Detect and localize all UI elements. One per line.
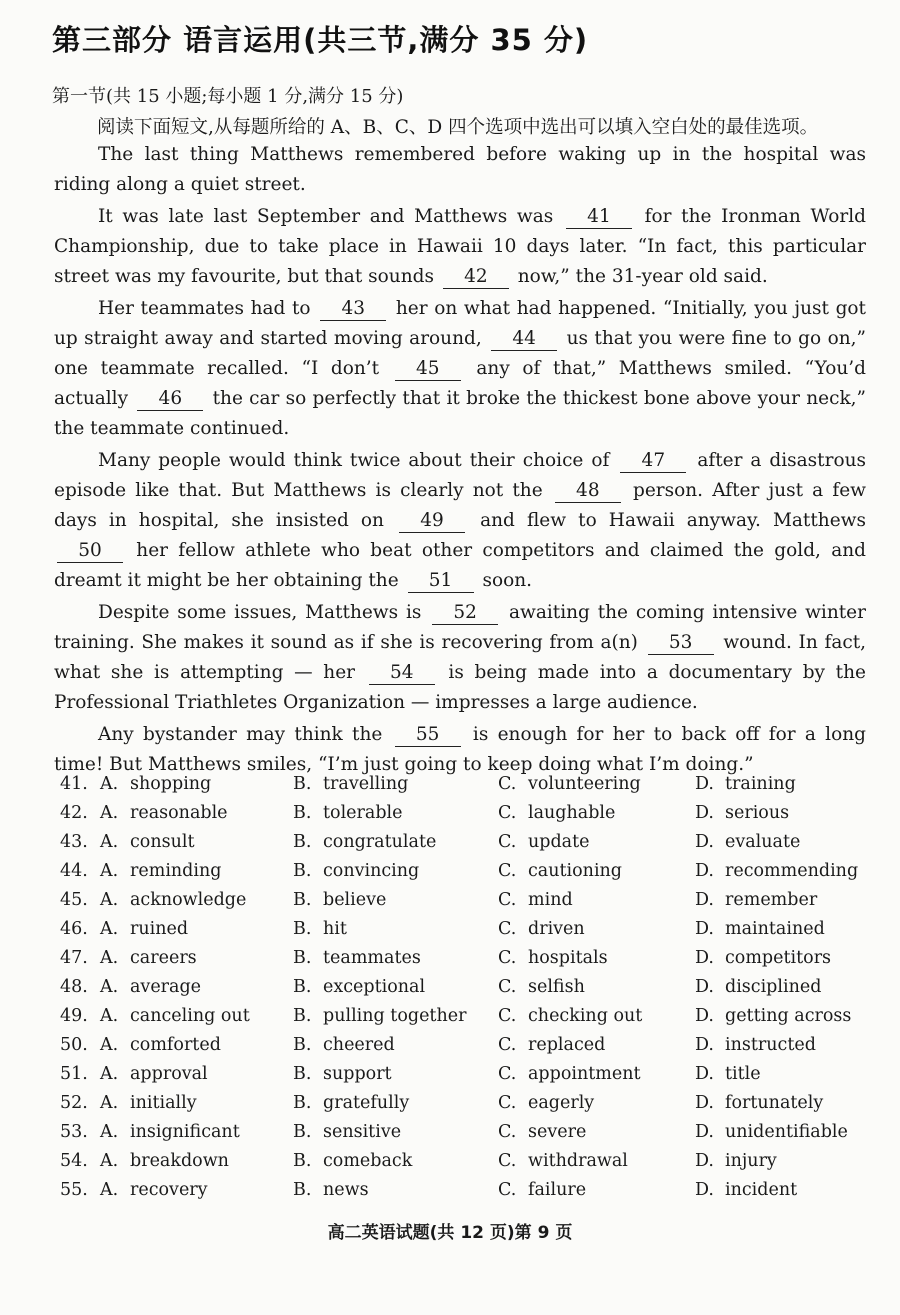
- option-row: [60, 1006, 860, 1035]
- question-number: 50.: [60, 1035, 88, 1055]
- option-letter: C.: [498, 890, 517, 910]
- option-text: gratefully: [323, 1093, 410, 1113]
- passage-text: after a disastrous episode like that. But Matthews is clearly not the: [54, 450, 866, 501]
- option-b: [293, 861, 419, 881]
- option-text: shopping: [130, 774, 212, 794]
- option-letter: B.: [293, 1064, 312, 1084]
- option-text: driven: [528, 919, 585, 939]
- option-c: [498, 832, 590, 852]
- option-a: [100, 890, 246, 910]
- answer-options: [60, 774, 860, 1209]
- question-number: 44.: [60, 861, 88, 881]
- option-letter: C.: [498, 774, 517, 794]
- option-letter: D.: [695, 1064, 714, 1084]
- option-b: [293, 977, 425, 997]
- option-a: [100, 948, 197, 968]
- option-letter: A.: [100, 1151, 119, 1171]
- option-d: [695, 977, 821, 997]
- option-text: initially: [130, 1093, 197, 1113]
- question-number: 52.: [60, 1093, 88, 1113]
- blank-48: 48: [555, 480, 621, 503]
- option-letter: C.: [498, 1180, 517, 1200]
- option-text: withdrawal: [528, 1151, 628, 1171]
- passage-text: soon.: [482, 570, 533, 591]
- blank-51: 51: [408, 570, 474, 593]
- passage-text: Despite some issues, Matthews is: [98, 602, 422, 623]
- option-letter: D.: [695, 1006, 714, 1026]
- paragraph-5: [54, 598, 866, 718]
- question-number: 49.: [60, 1006, 88, 1026]
- option-text: believe: [323, 890, 387, 910]
- option-letter: B.: [293, 977, 312, 997]
- blank-42: 42: [443, 266, 509, 289]
- option-text: disciplined: [725, 977, 822, 997]
- option-b: [293, 774, 408, 794]
- option-text: injury: [725, 1151, 777, 1171]
- option-c: [498, 1006, 642, 1026]
- passage-text: now,” the 31-year old said.: [517, 266, 768, 287]
- cloze-passage: [54, 140, 866, 780]
- option-d: [695, 1093, 823, 1113]
- blank-47: 47: [620, 450, 686, 473]
- passage-text: is being made into a documentary by the Professional Triathletes Organization — impresses a large audience.: [54, 662, 866, 713]
- option-letter: A.: [100, 1180, 119, 1200]
- option-a: [100, 1035, 221, 1055]
- option-b: [293, 832, 436, 852]
- option-text: insignificant: [130, 1122, 240, 1142]
- option-text: title: [725, 1064, 761, 1084]
- option-text: tolerable: [323, 803, 403, 823]
- option-letter: B.: [293, 1093, 312, 1113]
- option-a: [100, 861, 221, 881]
- option-letter: C.: [498, 832, 517, 852]
- option-text: severe: [528, 1122, 587, 1142]
- passage-text: us that you were fine to go on,” one teammate recalled. “I don’t: [54, 328, 866, 379]
- option-d: [695, 1035, 816, 1055]
- section-title: 第一节(共 15 小题;每小题 1 分,满分 15 分): [52, 86, 404, 107]
- option-text: getting across: [725, 1006, 852, 1026]
- option-row: [60, 1035, 860, 1064]
- option-letter: A.: [100, 1122, 119, 1142]
- option-text: laughable: [528, 803, 616, 823]
- paragraph-1: The last thing Matthews remembered before waking up in the hospital was riding along a quiet street.: [54, 144, 866, 195]
- option-text: hospitals: [528, 948, 608, 968]
- option-text: instructed: [725, 1035, 816, 1055]
- question-number: 41.: [60, 774, 88, 794]
- option-letter: A.: [100, 861, 119, 881]
- option-letter: C.: [498, 977, 517, 997]
- option-d: [695, 1122, 848, 1142]
- option-c: [498, 803, 615, 823]
- passage-text: Many people would think twice about their choice of: [98, 450, 610, 471]
- option-d: [695, 1064, 761, 1084]
- option-row: [60, 1180, 860, 1209]
- option-text: checking out: [528, 1006, 643, 1026]
- paragraph-4: [54, 446, 866, 596]
- option-letter: C.: [498, 1151, 517, 1171]
- option-letter: B.: [293, 861, 312, 881]
- paragraph-2: [54, 202, 866, 292]
- option-text: news: [323, 1180, 369, 1200]
- option-text: fortunately: [725, 1093, 824, 1113]
- option-text: recovery: [130, 1180, 208, 1200]
- option-a: [100, 919, 188, 939]
- option-b: [293, 890, 386, 910]
- option-text: training: [725, 774, 796, 794]
- option-b: [293, 1122, 401, 1142]
- option-d: [695, 803, 789, 823]
- option-a: [100, 1180, 208, 1200]
- blank-43: 43: [320, 298, 386, 321]
- option-text: appointment: [528, 1064, 641, 1084]
- option-letter: D.: [695, 832, 714, 852]
- passage-text: awaiting the coming intensive winter training. She makes it sound as if she is recovering from a(n): [54, 602, 866, 653]
- option-row: [60, 861, 860, 890]
- option-text: selfish: [528, 977, 585, 997]
- option-letter: A.: [100, 803, 119, 823]
- option-letter: B.: [293, 1151, 312, 1171]
- passage-text: the car so perfectly that it broke the thickest bone above your neck,” the teammate continued.: [54, 388, 866, 439]
- option-letter: D.: [695, 890, 714, 910]
- option-text: competitors: [725, 948, 832, 968]
- option-text: careers: [130, 948, 197, 968]
- option-row: [60, 1151, 860, 1180]
- blank-49: 49: [399, 510, 465, 533]
- option-letter: A.: [100, 1006, 119, 1026]
- option-text: reasonable: [130, 803, 228, 823]
- option-letter: B.: [293, 948, 312, 968]
- option-c: [498, 890, 573, 910]
- blank-54: 54: [369, 662, 435, 685]
- option-letter: B.: [293, 1035, 312, 1055]
- option-letter: B.: [293, 803, 312, 823]
- option-c: [498, 1093, 594, 1113]
- option-text: convincing: [323, 861, 420, 881]
- option-text: update: [528, 832, 590, 852]
- option-text: pulling together: [323, 1006, 467, 1026]
- option-letter: C.: [498, 861, 517, 881]
- option-letter: B.: [293, 890, 312, 910]
- passage-text: is enough for her to back off for a long time! But Matthews smiles, “I’m just going to keep doing what I’m doing.”: [54, 724, 866, 775]
- option-a: [100, 832, 195, 852]
- passage-text: Her teammates had to: [98, 298, 311, 319]
- passage-text: any of that,” Matthews smiled. “You’d actually: [54, 358, 866, 409]
- option-text: failure: [528, 1180, 587, 1200]
- option-text: cautioning: [528, 861, 623, 881]
- option-letter: C.: [498, 803, 517, 823]
- option-text: teammates: [323, 948, 421, 968]
- option-text: maintained: [725, 919, 825, 939]
- question-number: 42.: [60, 803, 88, 823]
- option-b: [293, 1006, 466, 1026]
- option-text: consult: [130, 832, 195, 852]
- option-text: acknowledge: [130, 890, 247, 910]
- option-letter: C.: [498, 948, 517, 968]
- passage-text: person. After just a few days in hospital, she insisted on: [54, 480, 866, 531]
- option-letter: A.: [100, 977, 119, 997]
- option-text: eagerly: [528, 1093, 595, 1113]
- blank-53: 53: [648, 632, 714, 655]
- option-d: [695, 890, 817, 910]
- option-row: [60, 890, 860, 919]
- option-text: support: [323, 1064, 392, 1084]
- option-text: reminding: [130, 861, 222, 881]
- option-c: [498, 977, 585, 997]
- option-letter: B.: [293, 919, 312, 939]
- question-number: 54.: [60, 1151, 88, 1171]
- option-a: [100, 977, 201, 997]
- option-row: [60, 1093, 860, 1122]
- option-letter: C.: [498, 1006, 517, 1026]
- option-text: unidentifiable: [725, 1122, 848, 1142]
- page-footer: 高二英语试题(共 12 页)第 9 页: [327, 1223, 573, 1243]
- option-row: [60, 774, 860, 803]
- option-c: [498, 919, 585, 939]
- option-b: [293, 803, 402, 823]
- option-d: [695, 919, 825, 939]
- option-text: approval: [130, 1064, 208, 1084]
- option-text: travelling: [323, 774, 409, 794]
- option-a: [100, 774, 211, 794]
- option-c: [498, 948, 608, 968]
- option-text: mind: [528, 890, 573, 910]
- option-row: [60, 832, 860, 861]
- option-letter: D.: [695, 1122, 714, 1142]
- option-d: [695, 948, 831, 968]
- option-row: [60, 1064, 860, 1093]
- paragraph-6: [54, 720, 866, 780]
- part-title: 第三部分 语言运用(共三节,满分 35 分): [52, 23, 589, 57]
- passage-text: her on what had happened. “Initially, you just got up straight away and started moving around,: [54, 298, 866, 349]
- passage-text: wound. In fact, what she is attempting — her: [54, 632, 867, 683]
- option-text: cheered: [323, 1035, 395, 1055]
- option-letter: D.: [695, 919, 714, 939]
- option-letter: D.: [695, 1151, 714, 1171]
- option-letter: D.: [695, 803, 714, 823]
- question-number: 43.: [60, 832, 88, 852]
- option-text: breakdown: [130, 1151, 229, 1171]
- option-b: [293, 1093, 409, 1113]
- option-letter: C.: [498, 1122, 517, 1142]
- blank-50: 50: [57, 540, 123, 563]
- option-c: [498, 1035, 605, 1055]
- passage-text: It was late last September and Matthews was: [98, 206, 554, 227]
- option-text: exceptional: [323, 977, 426, 997]
- option-text: congratulate: [323, 832, 437, 852]
- question-number: 53.: [60, 1122, 88, 1142]
- option-c: [498, 1122, 586, 1142]
- blank-41: 41: [566, 206, 632, 229]
- blank-52: 52: [432, 602, 498, 625]
- option-letter: C.: [498, 1093, 517, 1113]
- option-letter: A.: [100, 919, 119, 939]
- option-letter: A.: [100, 1093, 119, 1113]
- option-letter: D.: [695, 1180, 714, 1200]
- option-row: [60, 948, 860, 977]
- option-letter: A.: [100, 1064, 119, 1084]
- option-text: volunteering: [528, 774, 641, 794]
- option-c: [498, 1180, 586, 1200]
- option-d: [695, 774, 796, 794]
- blank-46: 46: [137, 388, 203, 411]
- question-number: 55.: [60, 1180, 88, 1200]
- instruction: 阅读下面短文,从每题所给的 A、B、C、D 四个选项中选出可以填入空白处的最佳选项。: [97, 117, 819, 138]
- option-letter: C.: [498, 919, 517, 939]
- option-row: [60, 803, 860, 832]
- passage-text: her fellow athlete who beat other competitors and claimed the gold, and dreamt it might be her obtaining the: [54, 540, 866, 591]
- option-c: [498, 774, 641, 794]
- question-number: 51.: [60, 1064, 88, 1084]
- option-letter: B.: [293, 1122, 312, 1142]
- option-d: [695, 832, 800, 852]
- option-letter: A.: [100, 890, 119, 910]
- option-text: serious: [725, 803, 790, 823]
- blank-55: 55: [395, 724, 461, 747]
- option-a: [100, 1122, 240, 1142]
- option-letter: A.: [100, 774, 119, 794]
- option-c: [498, 861, 622, 881]
- option-letter: A.: [100, 1035, 119, 1055]
- option-letter: B.: [293, 1006, 312, 1026]
- option-letter: D.: [695, 977, 714, 997]
- option-d: [695, 1180, 797, 1200]
- option-b: [293, 919, 347, 939]
- option-c: [498, 1064, 641, 1084]
- option-a: [100, 1006, 250, 1026]
- paragraph-3: [54, 294, 866, 444]
- option-letter: B.: [293, 1180, 312, 1200]
- option-letter: C.: [498, 1064, 517, 1084]
- option-letter: D.: [695, 948, 714, 968]
- passage-text: and flew to Hawaii anyway. Matthews: [480, 510, 866, 531]
- option-a: [100, 1093, 197, 1113]
- option-letter: D.: [695, 1093, 714, 1113]
- option-letter: B.: [293, 774, 312, 794]
- option-letter: D.: [695, 774, 714, 794]
- option-text: canceling out: [130, 1006, 250, 1026]
- option-d: [695, 861, 858, 881]
- option-d: [695, 1006, 851, 1026]
- option-text: hit: [323, 919, 347, 939]
- option-row: [60, 919, 860, 948]
- option-letter: A.: [100, 832, 119, 852]
- question-number: 48.: [60, 977, 88, 997]
- passage-text: for the Ironman World Championship, due to take place in Hawaii 10 days later. “In fact, this particular street was my favourite, but that sounds: [54, 206, 866, 287]
- option-text: replaced: [528, 1035, 606, 1055]
- option-letter: C.: [498, 1035, 517, 1055]
- option-b: [293, 1035, 395, 1055]
- option-text: average: [130, 977, 202, 997]
- option-text: evaluate: [725, 832, 801, 852]
- option-text: comforted: [130, 1035, 221, 1055]
- question-number: 46.: [60, 919, 88, 939]
- option-letter: D.: [695, 1035, 714, 1055]
- option-text: incident: [725, 1180, 798, 1200]
- option-a: [100, 803, 228, 823]
- question-number: 45.: [60, 890, 88, 910]
- option-row: [60, 1122, 860, 1151]
- blank-45: 45: [395, 358, 461, 381]
- option-d: [695, 1151, 777, 1171]
- option-a: [100, 1151, 229, 1171]
- passage-text: Any bystander may think the: [98, 724, 383, 745]
- option-a: [100, 1064, 208, 1084]
- question-number: 47.: [60, 948, 88, 968]
- blank-44: 44: [491, 328, 557, 351]
- option-b: [293, 1180, 369, 1200]
- option-b: [293, 1151, 412, 1171]
- option-row: [60, 977, 860, 1006]
- option-letter: D.: [695, 861, 714, 881]
- option-c: [498, 1151, 628, 1171]
- option-text: recommending: [725, 861, 859, 881]
- option-text: sensitive: [323, 1122, 402, 1142]
- option-text: ruined: [130, 919, 189, 939]
- option-text: comeback: [323, 1151, 413, 1171]
- option-text: remember: [725, 890, 818, 910]
- option-letter: A.: [100, 948, 119, 968]
- option-letter: B.: [293, 832, 312, 852]
- option-b: [293, 1064, 392, 1084]
- option-b: [293, 948, 421, 968]
